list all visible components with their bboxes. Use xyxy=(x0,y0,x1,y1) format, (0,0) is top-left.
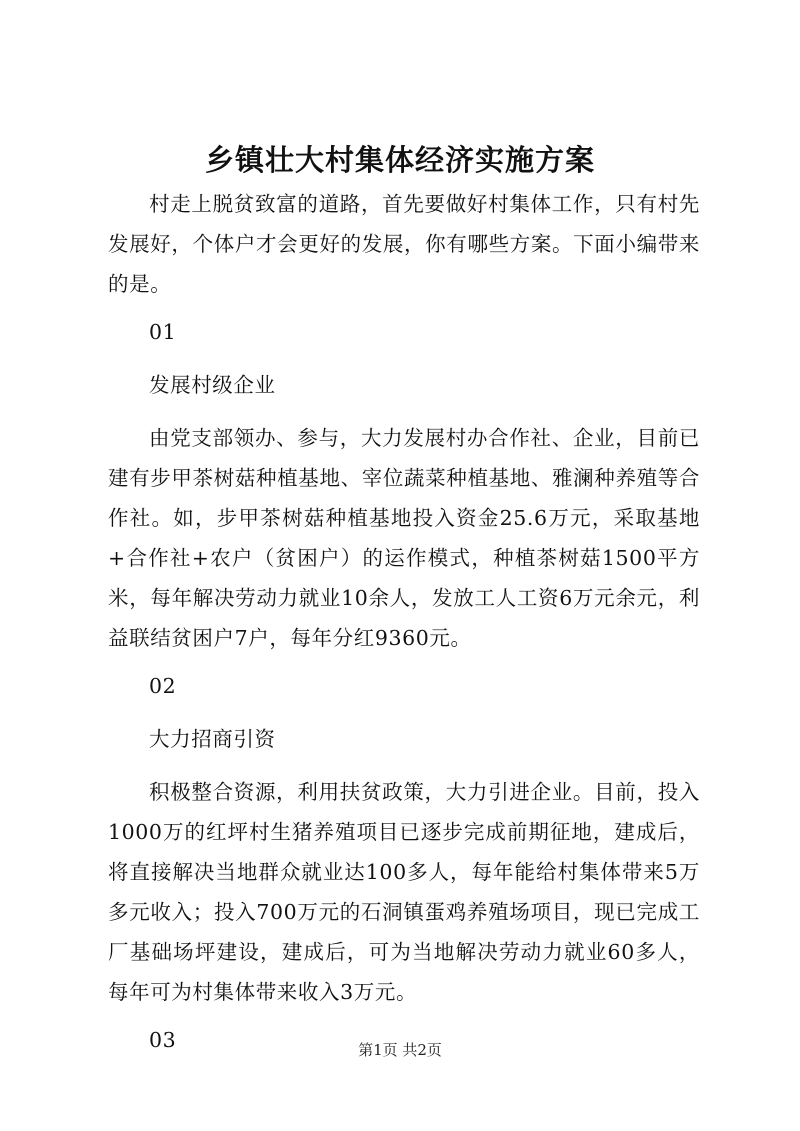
intro-paragraph: 村走上脱贫致富的道路，首先要做好村集体工作，只有村先发展好，个体户才会更好的发展，你有哪些方案。下面小编带来的是。 xyxy=(108,192,700,296)
section-heading-1: 发展村级企业 xyxy=(149,373,276,397)
section-heading-2: 大力招商引资 xyxy=(149,727,276,751)
section-number-02: 02 xyxy=(149,674,177,698)
page-footer: 第1页 共2页 xyxy=(358,1041,442,1059)
section-2-paragraph: 积极整合资源，利用扶贫政策，大力引进企业。目前，投入1000万的红坪村生猪养殖项目已逐步完成前期征地，建成后，将直接解决当地群众就业达100多人，每年能给村集体带来5万多元收入；投入700万元的石洞镇蛋鸡养殖场项目，现已完成工厂基础场坪建设，建成后，可为当地解决劳动力就业60多人，每年可为村集体带来收入3万元。 xyxy=(108,780,700,1004)
section-1-paragraph: 由党支部领办、参与，大力发展村办合作社、企业，目前已建有步甲茶树菇种植基地、宰位蔬菜种植基地、雅澜种养殖等合作社。如，步甲茶树菇种植基地投入资金25.6万元，采取基地+合作社+农户（贫困户）的运作模式，种植茶树菇1500平方米，每年解决劳动力就业10余人，发放工人工资6万元余元，利益联结贫困户7户，每年分红9360元。 xyxy=(108,426,700,650)
document-body xyxy=(108,184,700,1073)
section-number-01: 01 xyxy=(149,320,177,344)
section-number-03: 03 xyxy=(149,1028,177,1052)
document-title: 乡镇壮大村集体经济实施方案 xyxy=(204,143,595,177)
